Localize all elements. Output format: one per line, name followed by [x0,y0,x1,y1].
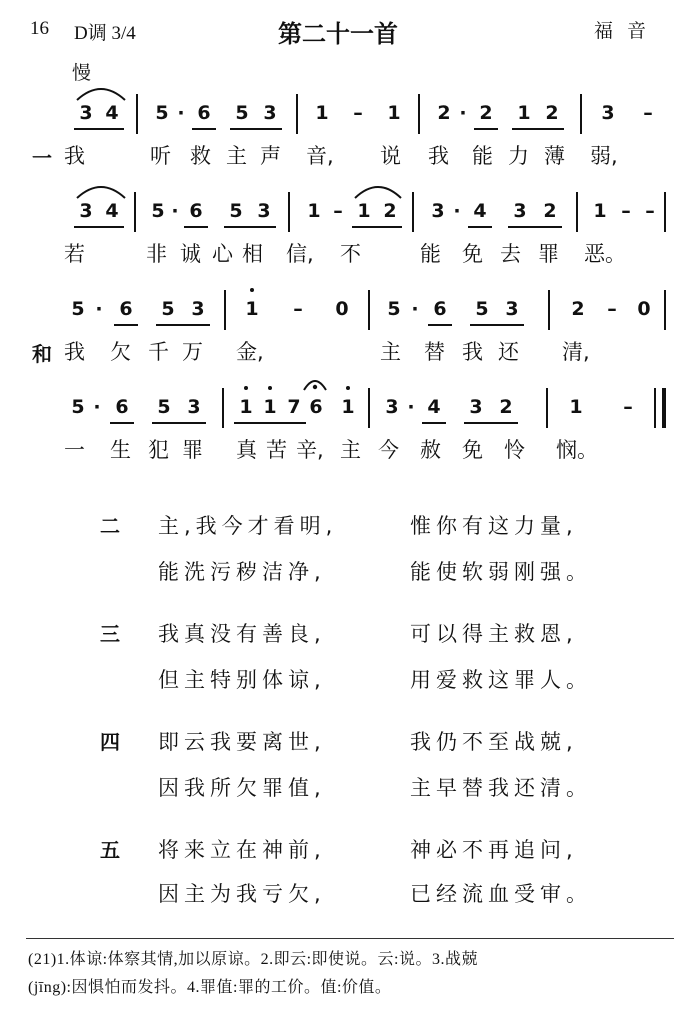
augmentation-dot: · [453,200,461,222]
note: 3 [601,102,615,124]
note: 0 [335,298,349,320]
note: 1 [315,102,329,124]
beam-line [508,226,562,228]
lyric-syllable: 免 [462,438,483,462]
notation-line-2 [0,190,700,230]
note: 2 [499,396,513,418]
verse-line: 可以得主救恩, [410,622,578,646]
beam-line [224,226,276,228]
note: 1 [593,200,607,222]
bar-line [134,192,136,232]
lyric-syllable: 说 [380,144,401,168]
beam-line [230,128,282,130]
verse-number: 五 [100,838,120,862]
verse-line: 主,我今才看明, [158,514,338,538]
lyric-syllable: 犯 [148,438,169,462]
lyric-syllable: 诚 [180,242,201,266]
note: 3 [431,200,445,222]
lyric-syllable: 若 [64,242,85,266]
beam-line [110,422,134,424]
note: 1 [239,396,253,418]
verse-line: 我真没有善良, [158,622,326,646]
note: 2 [383,200,397,222]
note: 3 [79,102,93,124]
lyric-syllable: 心 [212,242,233,266]
high-octave-dot [244,386,248,390]
bar-line [224,290,226,330]
note: 3 [263,102,277,124]
augmentation-dot: · [411,298,419,320]
note: 5 [71,396,85,418]
verse-number: 二 [100,514,120,538]
lyric-syllable: 薄 [544,144,565,168]
footnote-line-1: (21)1.体谅:体察其情,加以原谅。2.即云:即使说。云:说。3.战兢 [28,951,478,968]
note: 1 [517,102,531,124]
note: 3 [385,396,399,418]
bar-line [546,388,548,428]
source-label: 福音 [594,20,661,42]
lyric-syllable: 金, [236,340,264,364]
lyric-syllable: 主 [340,438,361,462]
lyric-syllable: 欠 [110,340,131,364]
verse-number: 四 [100,730,120,754]
beam-line [470,324,524,326]
note: 6 [197,102,211,124]
beam-line [474,128,498,130]
lyric-syllable: 我 [64,340,85,364]
key-signature: D调 3/4 [74,23,136,44]
verse-line: 能洗污秽洁净, [158,560,326,584]
note: 1 [245,298,259,320]
note: 6 [309,396,323,418]
note: 2 [543,200,557,222]
augmentation-dot: · [177,102,185,124]
beam-line [512,128,564,130]
note: 2 [437,102,451,124]
note: – [353,102,363,124]
verse-line: 因我所欠罪值, [158,776,326,800]
beam-line [184,226,208,228]
note: 1 [569,396,583,418]
beam-line [74,128,124,130]
beam-line [192,128,216,130]
verse-line: 但主特别体谅, [158,668,326,692]
augmentation-dot: · [407,396,415,418]
slur-mark [352,182,404,200]
high-octave-dot [250,288,254,292]
lyric-syllable: 罪 [538,242,559,266]
bar-line [136,94,138,134]
beam-line [464,422,518,424]
lyrics-line-2 [0,240,700,270]
augmentation-dot: · [171,200,179,222]
note: 5 [157,396,171,418]
lyric-syllable: 苦 [266,438,287,462]
bar-line [412,192,414,232]
verse-line: 惟你有这力量, [410,514,578,538]
lyric-syllable: 千 [148,340,169,364]
lyric-syllable: 主 [380,340,401,364]
verse-line: 我仍不至战兢, [410,730,578,754]
note: 5 [475,298,489,320]
notation-line-1 [0,92,700,132]
note: 4 [427,396,441,418]
note: 2 [571,298,585,320]
beam-line [156,324,210,326]
verse-line: 用爱救这罪人。 [410,668,592,692]
lyric-prefix: 和 [32,342,52,366]
high-octave-dot [346,386,350,390]
lyric-syllable: 恶。 [584,242,626,266]
lyric-syllable: 音, [306,144,334,168]
lyric-syllable: 去 [500,242,521,266]
beam-line [74,226,124,228]
beam-line [352,226,402,228]
note: 4 [105,102,119,124]
note: 5 [387,298,401,320]
final-bar-thin [654,388,656,428]
lyrics-line-4 [0,436,700,466]
lyric-syllable: 今 [378,438,399,462]
lyric-syllable: 能 [472,144,493,168]
notation-line-4 [0,386,700,426]
verse-number: 一 [32,146,52,170]
note: 5 [229,200,243,222]
lyric-syllable: 我 [428,144,449,168]
slur-mark [74,182,128,200]
lyric-syllable: 怜 [504,438,525,462]
bar-line [222,388,224,428]
note: 3 [513,200,527,222]
note: 5 [155,102,169,124]
note: 1 [307,200,321,222]
note: 6 [189,200,203,222]
lyric-syllable: 一 [64,438,85,462]
bar-line [368,290,370,330]
note: 5 [71,298,85,320]
note: 3 [505,298,519,320]
bar-line [296,94,298,134]
note: 3 [469,396,483,418]
lyric-syllable: 救 [190,144,211,168]
page-number: 16 [30,18,49,39]
verse-line: 神必不再追问, [410,838,578,862]
lyric-syllable: 我 [64,144,85,168]
note: – [607,298,617,320]
bar-line [664,290,666,330]
note: 2 [545,102,559,124]
lyric-syllable: 声 [260,144,281,168]
note: 7 [287,396,301,418]
note: – [621,200,631,222]
note: 1 [263,396,277,418]
bar-line [664,192,666,232]
verse-line: 能使软弱刚强。 [410,560,592,584]
lyric-syllable: 非 [146,242,167,266]
note: 6 [119,298,133,320]
lyric-syllable: 相 [242,242,263,266]
bar-line [548,290,550,330]
verse-number: 三 [100,622,120,646]
beam-line [422,422,446,424]
beam-line [114,324,138,326]
final-bar-thick [662,388,666,428]
beam-line [234,422,306,424]
lyric-syllable: 力 [508,144,529,168]
bar-line [368,388,370,428]
bar-line [576,192,578,232]
fermata-mark [302,376,328,392]
note: – [293,298,303,320]
lyric-syllable: 万 [182,340,203,364]
bar-line [580,94,582,134]
lyric-syllable: 清, [562,340,590,364]
verse-line: 主早替我还清。 [410,776,592,800]
note: 2 [479,102,493,124]
lyrics-line-3 [0,338,700,368]
lyric-syllable: 真 [236,438,257,462]
verse-line: 因主为我亏欠, [158,882,326,906]
lyric-syllable: 免 [462,242,483,266]
lyric-syllable: 不 [340,242,361,266]
note: 3 [79,200,93,222]
footnote-line-2: (jīng):因惧怕而发抖。4.罪值:罪的工价。值:价值。 [28,979,392,996]
note: – [623,396,633,418]
note: 1 [341,396,355,418]
beam-line [428,324,452,326]
note: 1 [357,200,371,222]
lyric-syllable: 能 [420,242,441,266]
note: 5 [235,102,249,124]
slur-mark [74,84,128,102]
hymn-title: 第二十一首 [278,20,398,48]
bar-line [418,94,420,134]
note: 5 [161,298,175,320]
bar-line [288,192,290,232]
lyric-syllable: 罪 [182,438,203,462]
note: 1 [387,102,401,124]
lyric-syllable: 替 [424,340,445,364]
lyric-syllable: 弱, [590,144,618,168]
note: – [645,200,655,222]
lyric-syllable: 生 [110,438,131,462]
lyric-syllable: 主 [226,144,247,168]
footnote-divider [26,938,674,939]
note: 3 [257,200,271,222]
lyric-syllable: 赦 [420,438,441,462]
note: – [643,102,653,124]
lyric-syllable: 听 [150,144,171,168]
note: 4 [105,200,119,222]
lyric-syllable: 悯。 [556,438,598,462]
beam-line [152,422,206,424]
lyric-syllable: 还 [498,340,519,364]
note: 6 [433,298,447,320]
notation-line-3 [0,288,700,328]
note: 4 [473,200,487,222]
augmentation-dot: · [93,396,101,418]
note: 0 [637,298,651,320]
augmentation-dot: · [459,102,467,124]
lyrics-line-1 [0,142,700,172]
note: – [333,200,343,222]
beam-line [468,226,492,228]
high-octave-dot [268,386,272,390]
tempo-marking: 慢 [72,62,92,84]
verse-line: 将来立在神前, [158,838,326,862]
note: 3 [191,298,205,320]
lyric-syllable: 我 [462,340,483,364]
lyric-syllable: 辛, [296,438,324,462]
note: 3 [187,396,201,418]
note: 5 [151,200,165,222]
note: 6 [115,396,129,418]
augmentation-dot: · [95,298,103,320]
verse-line: 即云我要离世, [158,730,326,754]
lyric-syllable: 信, [286,242,314,266]
verse-line: 已经流血受审。 [410,882,592,906]
